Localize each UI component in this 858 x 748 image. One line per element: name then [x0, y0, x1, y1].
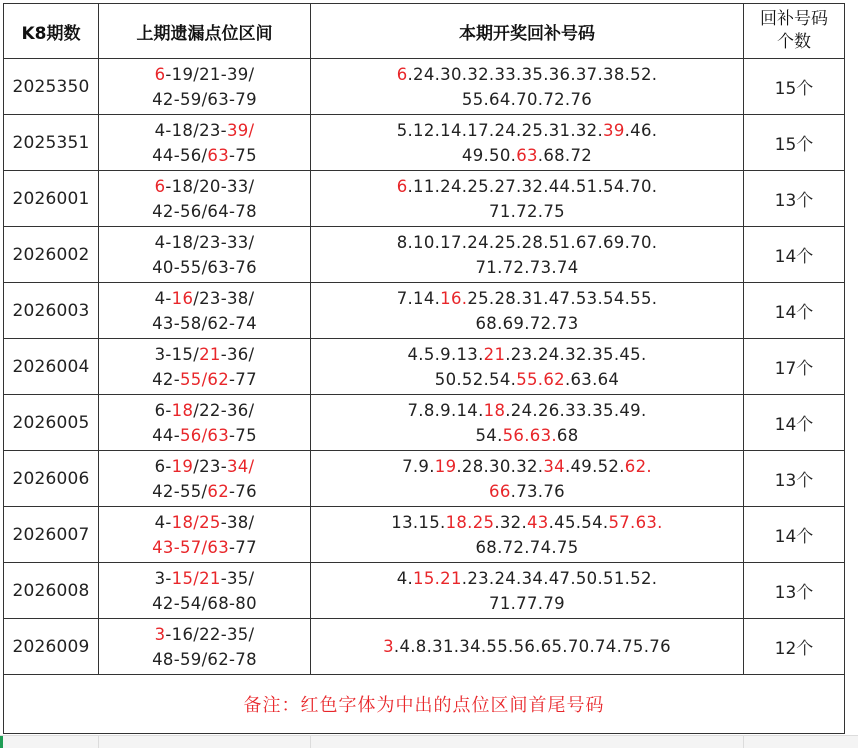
- number-text: .11.24.25.27.32.44.51.54.70.: [407, 176, 658, 196]
- highlight-number: 21: [483, 344, 506, 364]
- number-text: 42-59/63-79: [152, 89, 257, 109]
- number-text: /22-36/: [193, 400, 255, 420]
- cell-line: [99, 591, 310, 616]
- range-cell: [99, 283, 311, 339]
- issue-cell: 2026001: [4, 171, 99, 227]
- cell-line: [311, 87, 743, 112]
- table-row: [4, 563, 845, 619]
- spreadsheet-grid-strip: [0, 735, 858, 748]
- cell-line: [311, 510, 743, 535]
- number-text: .45.54.: [548, 512, 609, 532]
- highlight-number: 63: [516, 145, 538, 165]
- header-count-line1: 回补号码: [760, 9, 828, 29]
- number-text: .23.24.34.47.50.51.52.: [461, 568, 658, 588]
- number-text: 49.50.: [461, 145, 517, 165]
- number-text: -77: [229, 369, 257, 389]
- highlight-number: 55.62: [516, 369, 565, 389]
- count-cell: 17个: [744, 339, 845, 395]
- footer-note: 备注：红色字体为中出的点位区间首尾号码: [4, 675, 845, 734]
- issue-cell: 2026009: [4, 619, 99, 675]
- number-text: 68.72.74.75: [475, 537, 579, 557]
- number-text: 3-: [154, 568, 172, 588]
- number-text: 43-58/62-74: [152, 313, 257, 333]
- count-cell: 15个: [744, 115, 845, 171]
- number-text: .23.24.32.35.45.: [505, 344, 647, 364]
- number-text: 4.: [396, 568, 414, 588]
- range-cell: [99, 339, 311, 395]
- number-text: 8.10.17.24.25.28.51.67.69.70.: [396, 232, 658, 252]
- issue-cell: 2026005: [4, 395, 99, 451]
- draw-cell: [311, 619, 744, 675]
- cell-line: [311, 255, 743, 280]
- number-text: 55.64.70.72.76: [461, 89, 593, 109]
- number-text: 71.72.75: [489, 201, 565, 221]
- cell-line: [311, 634, 743, 659]
- count-cell: 14个: [744, 283, 845, 339]
- range-cell: [99, 563, 311, 619]
- cell-line: [311, 342, 743, 367]
- cell-line: [311, 230, 743, 255]
- number-text: 6-: [154, 400, 172, 420]
- cell-line: [99, 342, 310, 367]
- highlight-number: 15/21: [171, 568, 221, 588]
- issue-cell: 2026004: [4, 339, 99, 395]
- count-cell: 13个: [744, 171, 845, 227]
- highlight-number: 39: [603, 120, 625, 140]
- highlight-number: 16: [171, 288, 194, 308]
- draw-cell: [311, 283, 744, 339]
- cell-line: [311, 174, 743, 199]
- cell-line: [311, 398, 743, 423]
- number-text: -16/22-35/: [165, 624, 255, 644]
- number-text: -36/: [220, 344, 255, 364]
- number-text: 42-56/64-78: [152, 201, 257, 221]
- table-row: [4, 115, 845, 171]
- highlight-number: 43: [527, 512, 549, 532]
- highlight-number: 15.21: [413, 568, 462, 588]
- highlight-number: 18.25: [445, 512, 495, 532]
- count-cell: 13个: [744, 451, 845, 507]
- highlight-number: 56.63.: [502, 425, 557, 445]
- number-text: 44-: [152, 425, 180, 445]
- number-text: 44-56/: [152, 145, 208, 165]
- issue-cell: 2026003: [4, 283, 99, 339]
- cell-line: [311, 143, 743, 168]
- cell-line: [311, 199, 743, 224]
- number-text: -18/20-33/: [165, 176, 255, 196]
- number-text: .24.30.32.33.35.36.37.38.52.: [407, 64, 658, 84]
- highlight-number: 66: [489, 481, 511, 501]
- number-text: /23-38/: [193, 288, 255, 308]
- number-text: .28.30.32.: [456, 456, 544, 476]
- cell-line: [311, 286, 743, 311]
- range-cell: [99, 227, 311, 283]
- cell-line: [99, 199, 310, 224]
- cell-line: [99, 255, 310, 280]
- highlight-number: 57.63.: [608, 512, 663, 532]
- highlight-number: 6: [396, 64, 408, 84]
- highlight-number: 6: [396, 176, 408, 196]
- table-row: [4, 451, 845, 507]
- cell-line: [311, 535, 743, 560]
- cell-line: [99, 423, 310, 448]
- number-text: 4.5.9.13.: [407, 344, 484, 364]
- cell-line: [99, 510, 310, 535]
- number-text: -77: [229, 537, 257, 557]
- range-cell: [99, 507, 311, 563]
- count-cell: 14个: [744, 395, 845, 451]
- cell-line: [99, 566, 310, 591]
- range-cell: [99, 395, 311, 451]
- table-body: [4, 59, 845, 675]
- highlight-number: 18: [171, 400, 194, 420]
- table-row: [4, 59, 845, 115]
- header-range: 上期遗漏点位区间: [99, 4, 311, 59]
- cell-line: [99, 62, 310, 87]
- number-text: 50.52.54.: [434, 369, 517, 389]
- number-text: .46.: [624, 120, 658, 140]
- cell-line: [311, 479, 743, 504]
- issue-cell: 2026006: [4, 451, 99, 507]
- range-cell: [99, 115, 311, 171]
- table-row: [4, 507, 845, 563]
- number-text: .49.52.: [564, 456, 625, 476]
- cell-line: [99, 622, 310, 647]
- table-header: [4, 4, 845, 59]
- cell-line: [311, 566, 743, 591]
- header-count-line2: 个数: [777, 32, 811, 52]
- number-text: 40-55/63-76: [152, 257, 257, 277]
- cell-line: [99, 286, 310, 311]
- issue-cell: 2026008: [4, 563, 99, 619]
- cell-line: [99, 311, 310, 336]
- number-text: .4.8.31.34.55.56.65.70.74.75.76: [393, 637, 671, 656]
- header-issue: K8期数: [4, 4, 99, 59]
- number-text: 42-55/: [152, 481, 208, 501]
- number-text: 13.15.: [391, 512, 446, 532]
- cell-line: [311, 367, 743, 392]
- grid-line: [743, 736, 744, 748]
- number-text: 7.9.: [402, 456, 435, 476]
- footer-row: [4, 675, 845, 734]
- number-text: 7.8.9.14.: [407, 400, 484, 420]
- number-text: 4-18/23-: [154, 120, 227, 140]
- range-cell: [99, 619, 311, 675]
- draw-cell: [311, 59, 744, 115]
- highlight-number: 55/62: [179, 369, 230, 389]
- number-text: 68: [556, 425, 579, 445]
- grid-line: [98, 736, 99, 748]
- range-cell: [99, 451, 311, 507]
- range-cell: [99, 171, 311, 227]
- number-text: 71.77.79: [489, 593, 565, 613]
- issue-cell: 2025351: [4, 115, 99, 171]
- selection-marker: [0, 736, 3, 748]
- number-text: -75: [229, 145, 257, 165]
- highlight-number: 21: [199, 344, 221, 364]
- number-text: 4-: [154, 288, 172, 308]
- issue-cell: 2026007: [4, 507, 99, 563]
- cell-line: [99, 647, 310, 672]
- highlight-number: 19: [171, 456, 194, 476]
- number-text: 48-59/62-78: [152, 649, 257, 669]
- cell-line: [99, 87, 310, 112]
- table-row: [4, 227, 845, 283]
- number-text: 4-18/23-33/: [154, 232, 255, 252]
- draw-cell: [311, 171, 744, 227]
- highlight-number: 3: [383, 637, 394, 656]
- header-row: [4, 4, 845, 59]
- highlight-number: 19: [434, 456, 457, 476]
- cell-line: [99, 398, 310, 423]
- cell-line: [99, 230, 310, 255]
- header-count: [744, 4, 845, 59]
- number-text: 42-: [152, 369, 180, 389]
- draw-cell: [311, 115, 744, 171]
- highlight-number: 34: [543, 456, 565, 476]
- table-footer: [4, 675, 845, 734]
- cell-line: [311, 62, 743, 87]
- highlight-number: 63: [207, 145, 230, 165]
- cell-line: [99, 535, 310, 560]
- number-text: 42-54/68-80: [152, 593, 257, 613]
- number-text: 5.12.14.17.24.25.31.32.: [396, 120, 604, 140]
- number-text: -19/21-39/: [165, 64, 255, 84]
- cell-line: [99, 454, 310, 479]
- cell-line: [99, 118, 310, 143]
- draw-cell: [311, 339, 744, 395]
- cell-line: [311, 454, 743, 479]
- cell-line: [311, 311, 743, 336]
- issue-cell: 2025350: [4, 59, 99, 115]
- lottery-table: [3, 3, 845, 734]
- number-text: .73.76: [510, 481, 565, 501]
- grid-line: [310, 736, 311, 748]
- number-text: 71.72.73.74: [475, 257, 579, 277]
- highlight-number: 16.: [440, 288, 468, 308]
- draw-cell: [311, 451, 744, 507]
- highlight-number: 6: [154, 176, 166, 196]
- draw-cell: [311, 227, 744, 283]
- count-cell: 14个: [744, 507, 845, 563]
- highlight-number: 56/63: [179, 425, 230, 445]
- table-row: [4, 171, 845, 227]
- table-row: [4, 339, 845, 395]
- range-cell: [99, 59, 311, 115]
- number-text: 7.14.: [396, 288, 441, 308]
- number-text: /23-: [193, 456, 227, 476]
- highlight-number: 62: [207, 481, 230, 501]
- highlight-number: 18/25: [171, 512, 221, 532]
- highlight-number: 62.: [624, 456, 652, 476]
- cell-line: [311, 118, 743, 143]
- table-row: [4, 619, 845, 675]
- issue-cell: 2026002: [4, 227, 99, 283]
- highlight-number: 34/: [226, 456, 255, 476]
- number-text: 54.: [475, 425, 503, 445]
- number-text: -35/: [220, 568, 255, 588]
- cell-line: [99, 174, 310, 199]
- number-text: 68.69.72.73: [475, 313, 579, 333]
- cell-line: [99, 143, 310, 168]
- number-text: 4-: [154, 512, 172, 532]
- number-text: .63.64: [564, 369, 620, 389]
- cell-line: [99, 479, 310, 504]
- header-draw: 本期开奖回补号码: [311, 4, 744, 59]
- number-text: 3-15/: [154, 344, 200, 364]
- table-row: [4, 283, 845, 339]
- highlight-number: 39/: [226, 120, 255, 140]
- number-text: .24.26.33.35.49.: [505, 400, 647, 420]
- cell-line: [311, 591, 743, 616]
- draw-cell: [311, 395, 744, 451]
- number-text: 25.28.31.47.53.54.55.: [467, 288, 658, 308]
- number-text: -76: [229, 481, 257, 501]
- highlight-number: 6: [154, 64, 166, 84]
- cell-line: [311, 423, 743, 448]
- count-cell: 13个: [744, 563, 845, 619]
- number-text: -38/: [220, 512, 255, 532]
- count-cell: 15个: [744, 59, 845, 115]
- table-row: [4, 395, 845, 451]
- number-text: .68.72: [537, 145, 593, 165]
- draw-cell: [311, 507, 744, 563]
- number-text: .32.: [494, 512, 527, 532]
- cell-line: [99, 367, 310, 392]
- draw-cell: [311, 563, 744, 619]
- number-text: -75: [229, 425, 257, 445]
- count-cell: 12个: [744, 619, 845, 675]
- number-text: 6-: [154, 456, 172, 476]
- highlight-number: 3: [154, 624, 166, 644]
- count-cell: 14个: [744, 227, 845, 283]
- highlight-number: 18: [483, 400, 506, 420]
- highlight-number: 43-57/63: [152, 537, 230, 557]
